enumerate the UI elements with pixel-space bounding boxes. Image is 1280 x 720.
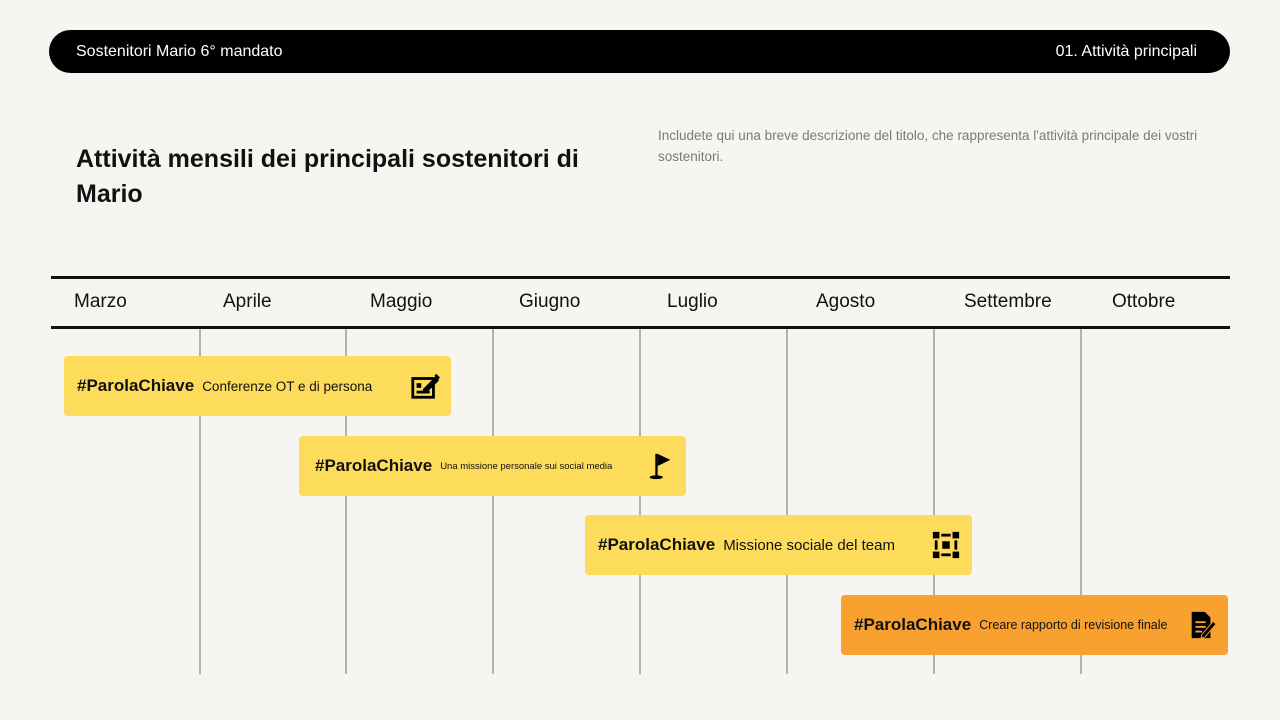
month-label: Giugno	[519, 291, 581, 312]
month-label: Maggio	[370, 291, 433, 312]
month-label: Aprile	[223, 291, 272, 312]
page-description: Includete qui una breve descrizione del titolo, che rappresenta l'attività principale dei vostri sostenitori.	[658, 128, 1198, 164]
month-label: Agosto	[816, 291, 876, 312]
month-divider	[639, 329, 641, 674]
month-label: Luglio	[667, 291, 718, 312]
activity-card	[585, 515, 972, 575]
team-icon	[930, 529, 962, 561]
page-title: Attività mensili dei principali sostenitori di Mario	[76, 145, 579, 208]
month-divider	[786, 329, 788, 674]
header-bar	[49, 30, 1230, 73]
activity-keyword: #ParolaChiave	[854, 615, 972, 634]
activity-text: Conferenze OT e di persona	[202, 378, 373, 394]
report-icon	[1186, 609, 1218, 641]
activity-keyword: #ParolaChiave	[598, 535, 716, 554]
activity-text: Una missione personale sui social media	[440, 460, 613, 472]
month-label: Ottobre	[1112, 291, 1176, 312]
header-section-label: 01. Attività principali	[1055, 42, 1197, 60]
activity-card	[64, 356, 451, 416]
activity-card	[841, 595, 1228, 655]
whiteboard-icon	[409, 370, 441, 402]
header-left-title: Sostenitori Mario 6° mandato	[76, 42, 283, 60]
timeline-top-rule	[51, 276, 1230, 279]
month-label: Marzo	[74, 291, 127, 312]
activity-text: Missione sociale del team	[723, 536, 895, 554]
activity-keyword: #ParolaChiave	[77, 376, 195, 395]
activity-card	[299, 436, 686, 496]
activity-text: Creare rapporto di revisione finale	[979, 618, 1168, 632]
flag-icon	[644, 450, 676, 482]
activity-keyword: #ParolaChiave	[315, 456, 433, 475]
month-divider	[492, 329, 494, 674]
month-label: Settembre	[964, 291, 1052, 312]
